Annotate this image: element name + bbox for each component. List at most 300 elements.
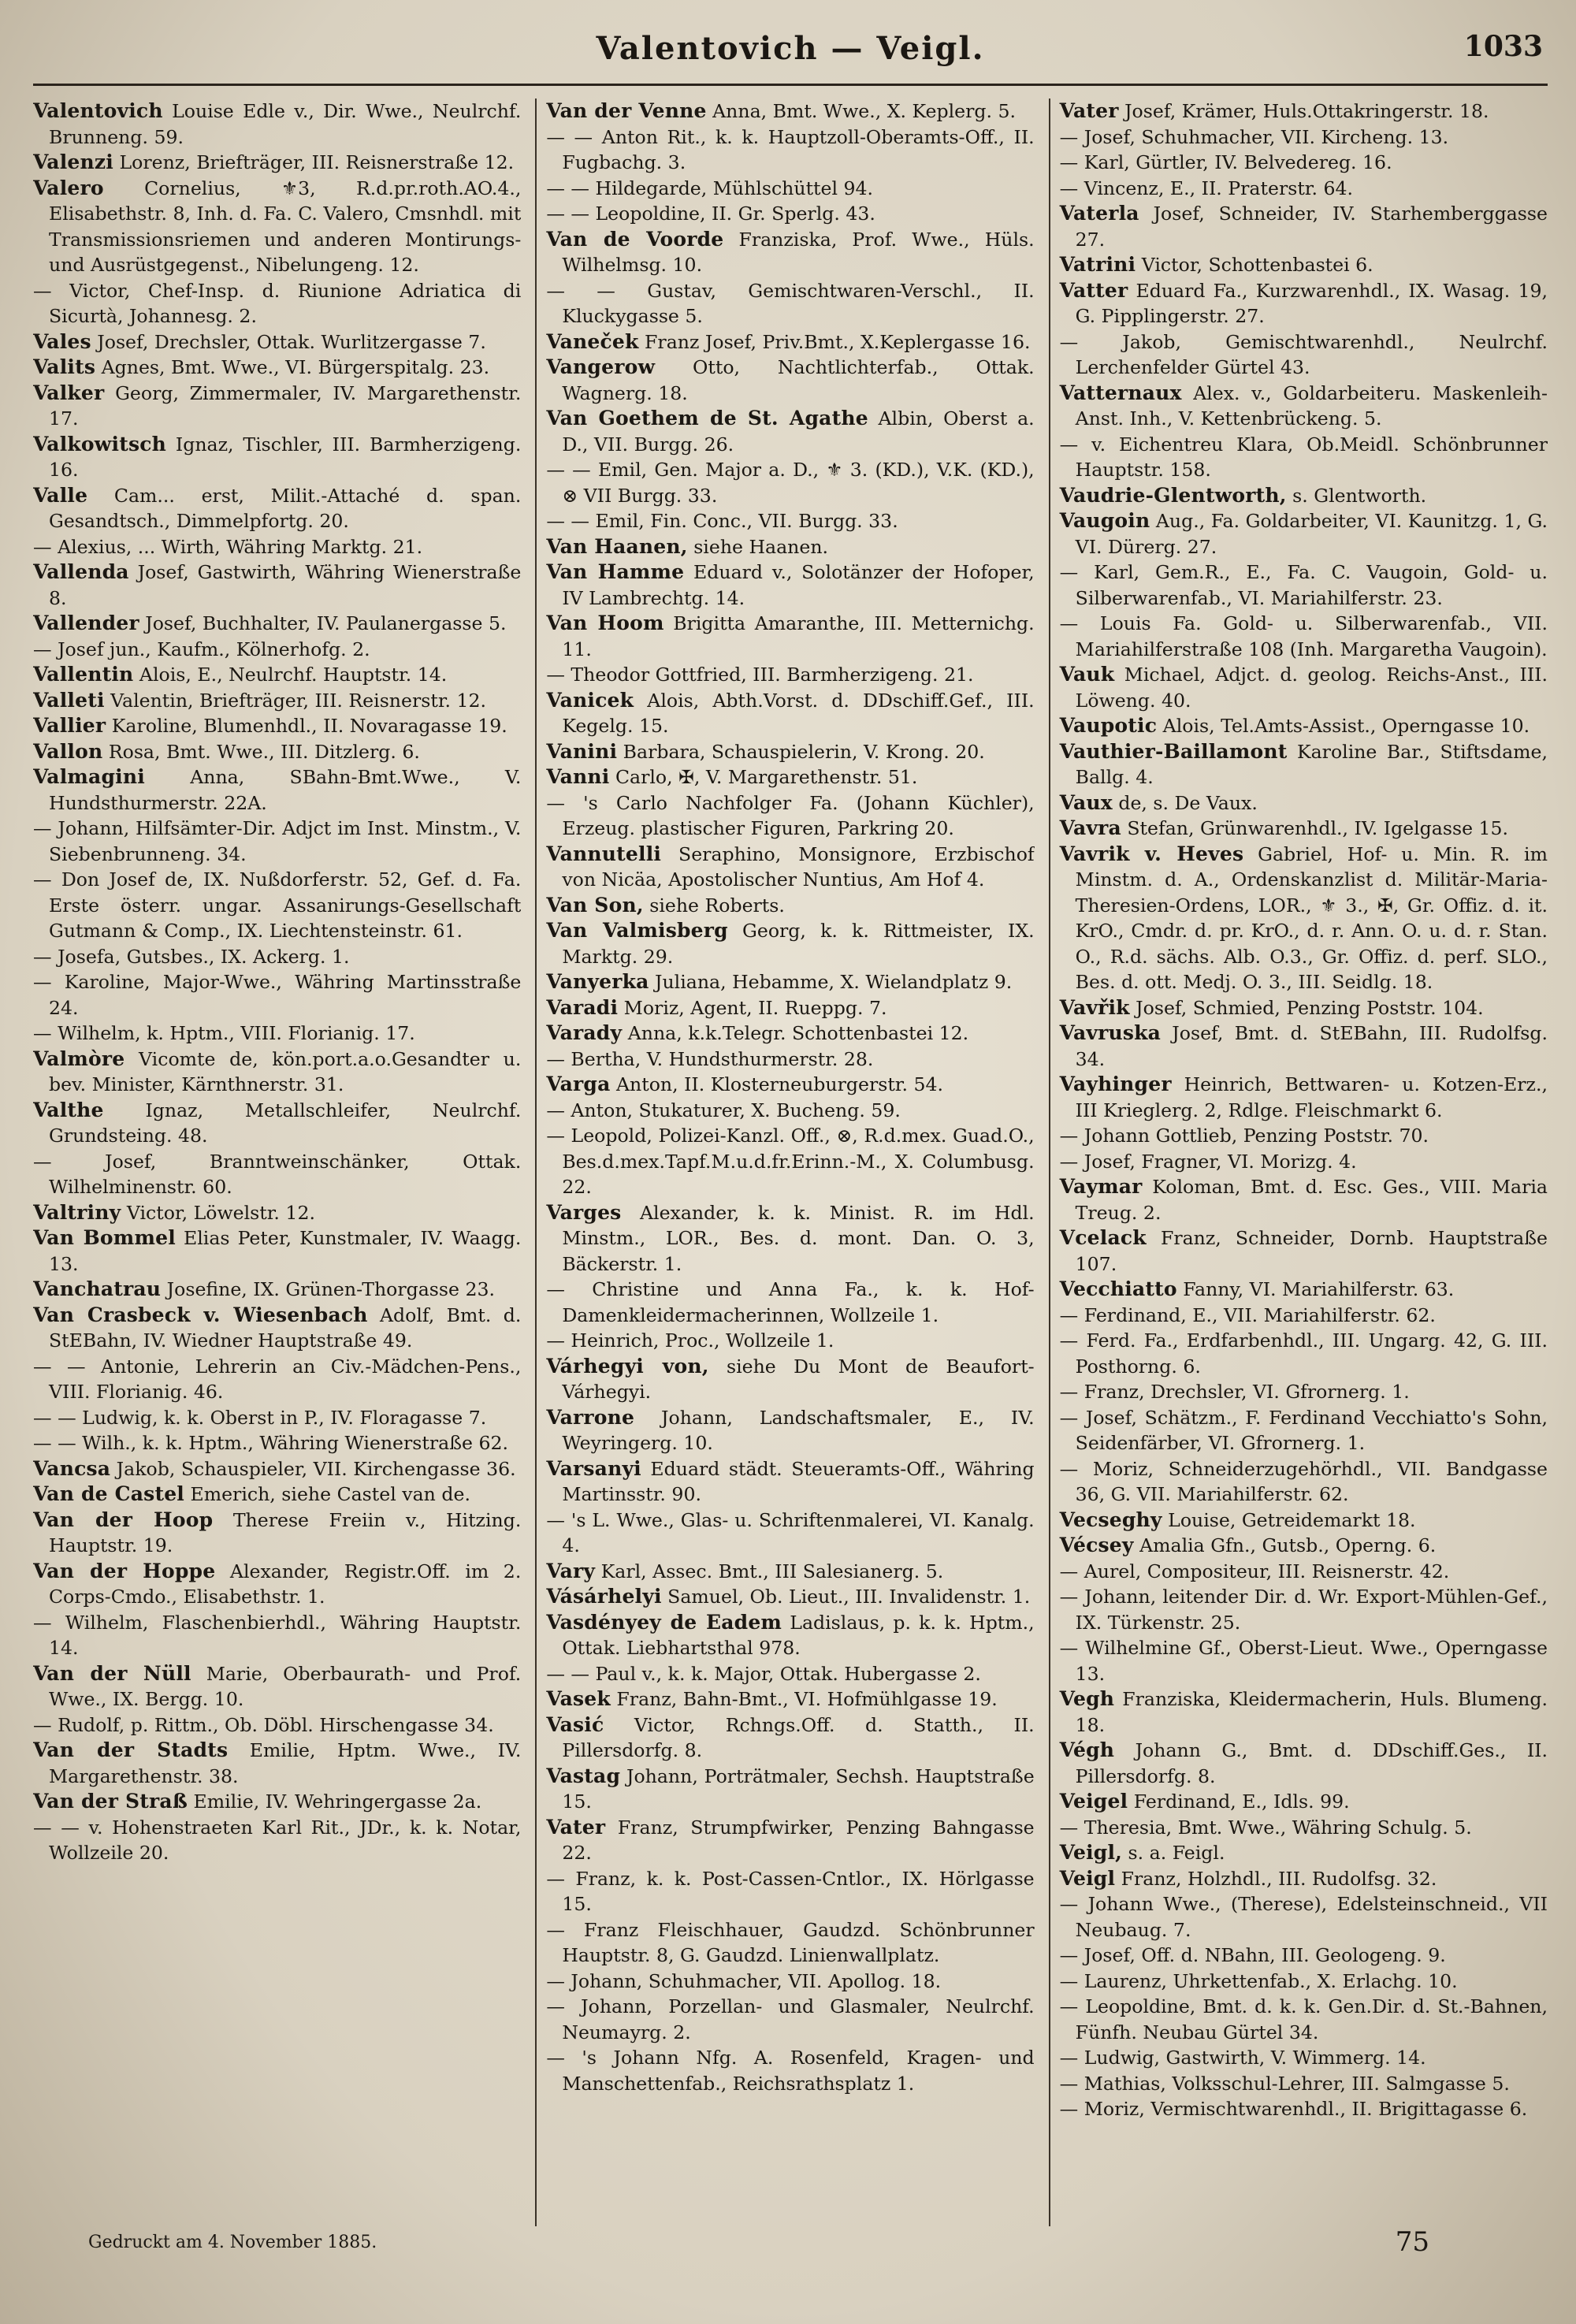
entry-details: Josef, Schmied, Penzing Poststr. 104. [1129, 996, 1484, 1019]
entry-surname: Várhegyi von, [546, 1354, 709, 1378]
directory-entry [546, 406, 1034, 457]
entry-surname: Vaupotic [1059, 714, 1158, 737]
entry-details: — — Wilh., k. k. Hptm., Währing Wienerstraße 62. [33, 1432, 508, 1454]
entry-surname: Vallenda [33, 560, 129, 583]
entry-details: Franziska, Kleidermacherin, Huls. Blumeng. 18. [1075, 1688, 1548, 1736]
directory-entry [546, 1661, 1034, 1687]
page-title: Valentovich — Veigl. [596, 30, 985, 67]
directory-entry [1060, 252, 1548, 278]
entry-details: — Johann Gottlieb, Penzing Poststr. 70. [1059, 1125, 1429, 1147]
directory-entry [33, 278, 521, 329]
directory-entry [546, 1686, 1034, 1712]
entry-surname: Vatrini [1059, 253, 1136, 276]
entry-details: Seraphino, Monsignore, Erzbischof von Nicäa, Apostolischer Nuntius, Am Hof 4. [562, 842, 1035, 891]
directory-entry [1060, 508, 1548, 560]
directory-entry [1060, 2071, 1548, 2097]
directory-entry [33, 1047, 521, 1098]
entry-details: Cam... erst, Milit.-Attaché d. span. Gesandtsch., Dimmelpfortg. 20. [49, 484, 522, 532]
entry-surname: Valtriny [33, 1200, 121, 1224]
entry-details: Emilie, Hptm. Wwe., IV. Margarethenstr. 38. [49, 1739, 522, 1787]
entry-details: Cornelius, ⚜3, R.d.pr.roth.AO.4., Elisabethstr. 8, Inh. d. Fa. C. Valero, Cmsnhdl. mit Transmissionsriemen und anderen Montirungs- und Ausrüstgegenst., Nibelungeng. 12. [49, 177, 522, 276]
entry-details: Elias Peter, Kunstmaler, IV. Waagg. 13. [49, 1227, 522, 1275]
entry-details: Eduard Fa., Kurzwarenhdl., IX. Wasag. 19, G. Pipplingerstr. 27. [1075, 279, 1548, 327]
directory-entry [33, 1559, 521, 1610]
directory-entry [546, 1021, 1034, 1047]
entry-surname: Van der Stadts [33, 1738, 229, 1761]
entry-surname: Vanyerka [546, 970, 649, 993]
entry-details: Eduard v., Solotänzer der Hofoper, IV Lambrechtg. 14. [562, 561, 1035, 609]
entry-surname: Vaymar [1059, 1175, 1143, 1198]
entry-surname: Vastag [546, 1764, 621, 1787]
entry-surname: Varga [546, 1073, 611, 1095]
column-3 [1049, 99, 1548, 2226]
entry-details: Juliana, Hebamme, X. Wielandplatz 9. [649, 971, 1013, 993]
directory-entry [33, 1661, 521, 1712]
entry-surname: Valits [33, 355, 96, 378]
entry-details: Ladislaus, p. k. k. Hptm., Ottak. Liebhartsthal 978. [562, 1611, 1035, 1659]
entry-surname: Vecchiatto [1059, 1277, 1177, 1300]
entry-surname: Vangerow [546, 355, 656, 378]
entry-details: — 's Carlo Nachfolger Fa. (Johann Küchler), Erzeug. plastischer Figuren, Parkring 20. [546, 791, 1035, 839]
directory-entry [546, 1354, 1034, 1405]
directory-entry [546, 560, 1034, 611]
entry-details: Moriz, Agent, II. Rueppg. 7. [618, 996, 887, 1019]
entry-surname: Vaudrie-Glentworth, [1059, 483, 1287, 507]
entry-surname: Vasek [546, 1687, 611, 1710]
directory-entry [33, 764, 521, 816]
directory-entry [33, 637, 521, 663]
directory-entry [546, 125, 1034, 176]
entry-surname: Valleti [33, 688, 105, 712]
entry-details: Emilie, IV. Wehringergasse 2a. [188, 1790, 482, 1813]
directory-entry [546, 611, 1034, 662]
entry-surname: Vauk [1059, 663, 1115, 686]
directory-entry [546, 1123, 1034, 1200]
directory-entry [1060, 99, 1548, 125]
entry-details: Stefan, Grünwarenhdl., IV. Igelgasse 15. [1121, 817, 1509, 839]
entry-details: Aug., Fa. Goldarbeiter, VI. Kaunitzg. 1, G. VI. Dürerg. 27. [1075, 510, 1548, 558]
entry-surname: Varadi [546, 995, 619, 1019]
directory-entry [1060, 1456, 1548, 1508]
directory-columns [33, 99, 1548, 2226]
directory-entry [546, 893, 1034, 919]
directory-entry [1060, 1738, 1548, 1789]
entry-surname: Veigel [1059, 1790, 1128, 1813]
entry-surname: Van Hamme [546, 560, 685, 583]
entry-details: s. Glentworth. [1286, 484, 1427, 507]
entry-surname: Végh [1059, 1738, 1115, 1761]
entry-surname: Vanini [546, 739, 618, 763]
directory-entry [1060, 1969, 1548, 1995]
entry-details: Albin, Oberst a. D., VII. Burgg. 26. [562, 407, 1035, 456]
directory-entry [33, 560, 521, 611]
directory-entry [1060, 995, 1548, 1021]
entry-details: Alois, Tel.Amts-Assist., Operngasse 10. [1157, 715, 1530, 737]
entry-surname: Van Goethem de St. Agathe [546, 407, 868, 429]
entry-details: — Victor, Chef-Insp. d. Riunione Adriatica di Sicurtà, Johannesg. 2. [33, 279, 522, 327]
entry-details: — Theodor Gottfried, III. Barmherzigeng. 21. [546, 664, 974, 686]
directory-entry [1060, 739, 1548, 790]
entry-surname: Vater [546, 1815, 606, 1839]
directory-entry [1060, 176, 1548, 202]
directory-entry [546, 355, 1034, 406]
entry-details: — Johann, leitender Dir. d. Wr. Export-Mühlen-Gef., IX. Türkenstr. 25. [1059, 1586, 1548, 1634]
entry-surname: Varrone [546, 1405, 635, 1429]
entry-surname: Vater [1059, 99, 1119, 122]
entry-details: Jakob, Schauspieler, VII. Kirchengasse 36. [110, 1457, 516, 1480]
directory-entry [1060, 560, 1548, 611]
directory-entry [1060, 2045, 1548, 2071]
directory-entry [546, 1866, 1034, 1917]
entry-details: — Karl, Gem.R., E., Fa. C. Vaugoin, Gold- u. Silberwarenfab., VI. Mariahilferstr. 23. [1059, 561, 1548, 609]
entry-details: — Josef, Fragner, VI. Morizg. 4. [1059, 1150, 1357, 1173]
directory-entry [33, 1610, 521, 1661]
directory-entry [1060, 1405, 1548, 1456]
entry-details: Josef, Buchhalter, IV. Paulanergasse 5. [139, 612, 507, 634]
entry-details: Otto, Nachtlichterfab., Ottak. Wagnerg. 18. [562, 356, 1035, 404]
entry-surname: Valero [33, 176, 104, 199]
entry-details: — Wilhelm, k. Hptm., VIII. Florianig. 17. [33, 1022, 415, 1044]
directory-entry [33, 1738, 521, 1789]
entry-details: Fanny, VI. Mariahilferstr. 63. [1176, 1278, 1455, 1300]
sheet-number: 75 [1395, 2226, 1429, 2258]
entry-surname: Van Crasbeck v. Wiesenbach [33, 1303, 368, 1326]
directory-entry [33, 688, 521, 714]
entry-surname: Vanicek [546, 688, 634, 712]
entry-details: Brigitta Amaranthe, III. Metternichg. 11. [562, 612, 1035, 660]
entry-details: — — v. Hohenstraeten Karl Rit., JDr., k. k. Notar, Wollzeile 20. [33, 1816, 522, 1864]
print-date: Gedruckt am 4. November 1885. [88, 2233, 377, 2252]
directory-entry [33, 1405, 521, 1431]
entry-surname: Van Haanen, [546, 534, 688, 558]
column-2 [535, 99, 1034, 2226]
entry-details: Amalia Gfn., Gutsb., Operng. 6. [1133, 1534, 1437, 1556]
entry-details: — Johann, Porzellan- und Glasmaler, Neulrchf. Neumayrg. 2. [546, 1995, 1035, 2043]
directory-entry [1060, 713, 1548, 739]
entry-details: Ferdinand, E., Idls. 99. [1128, 1790, 1350, 1813]
entry-details: — Theresia, Bmt. Wwe., Währing Schulg. 5. [1059, 1816, 1472, 1839]
directory-entry [546, 534, 1034, 560]
directory-entry [546, 1098, 1034, 1124]
directory-entry [546, 1969, 1034, 1995]
directory-entry [33, 329, 521, 355]
entry-details: Georg, Zimmermaler, IV. Margarethenstr. 17. [49, 381, 522, 429]
entry-surname: Vary [546, 1559, 596, 1582]
directory-entry [1060, 1815, 1548, 1841]
entry-details: — — Gustav, Gemischtwaren-Verschl., II. Kluckygasse 5. [546, 279, 1035, 327]
entry-details: — 's Johann Nfg. A. Rosenfeld, Kragen- und Manschettenfab., Reichsrathsplatz 1. [546, 2047, 1035, 2095]
entry-details: Alex. v., Goldarbeiteru. Maskenleih-Anst. Inh., V. Kettenbrückeng. 5. [1075, 381, 1548, 429]
entry-details: Anna, SBahn-Bmt.Wwe., V. Hundsthurmerstr. 22A. [49, 766, 522, 814]
entry-details: — Karl, Gürtler, IV. Belvedereg. 16. [1059, 151, 1392, 173]
directory-entry [33, 739, 521, 765]
entry-surname: Vauthier-Baillamont [1059, 739, 1288, 763]
directory-entry [546, 508, 1034, 534]
entry-details: — — Paul v., k. k. Major, Ottak. Hubergasse 2. [546, 1662, 981, 1685]
directory-entry [546, 764, 1034, 790]
directory-entry [546, 918, 1034, 969]
directory-entry [33, 1712, 521, 1738]
entry-surname: Vavra [1059, 816, 1121, 839]
entry-details: — Aurel, Compositeur, III. Reisnerstr. 42. [1059, 1560, 1450, 1582]
entry-details: Ignaz, Metallschleifer, Neulrchf. Grundsteing. 48. [49, 1099, 522, 1147]
entry-details: Koloman, Bmt. d. Esc. Ges., VIII. Maria Treug. 2. [1075, 1176, 1548, 1224]
directory-entry [546, 1200, 1034, 1277]
entry-details: — Wilhelm, Flaschenbierhdl., Währing Hauptstr. 14. [33, 1611, 522, 1659]
entry-details: Michael, Adjct. d. geolog. Reichs-Anst., III. Löweng. 40. [1075, 664, 1548, 712]
directory-entry [1060, 842, 1548, 995]
entry-details: — Alexius, ... Wirth, Währing Marktg. 21. [33, 535, 423, 558]
directory-entry [546, 457, 1034, 508]
entry-details: — Franz, k. k. Post-Cassen-Cntlor., IX. Hörlgasse 15. [546, 1867, 1035, 1915]
directory-entry [546, 1764, 1034, 1815]
entry-details: Franz, Bahn-Bmt., VI. Hofmühlgasse 19. [610, 1688, 998, 1710]
directory-entry [33, 1482, 521, 1508]
entry-surname: Van de Castel [33, 1482, 184, 1505]
entry-details: Vicomte de, kön.port.a.o.Gesandter u. bev. Minister, Kärnthnerstr. 31. [49, 1047, 522, 1095]
entry-surname: Van de Voorde [546, 227, 724, 251]
column-1 [33, 99, 521, 2226]
entry-details: — — Antonie, Lehrerin an Civ.-Mädchen-Pens., VIII. Florianig. 46. [33, 1355, 522, 1403]
entry-details: — Louis Fa. Gold- u. Silberwarenfab., VII. Mariahilferstraße 108 (Inh. Margaretha Vaugoin). [1059, 612, 1548, 660]
directory-entry [546, 1072, 1034, 1098]
directory-entry [1060, 1943, 1548, 1969]
entry-details: — — Leopoldine, II. Gr. Sperlg. 43. [546, 203, 875, 225]
directory-entry [1060, 150, 1548, 176]
directory-entry [1060, 662, 1548, 713]
entry-details: — Josefa, Gutsbes., IX. Ackerg. 1. [33, 945, 350, 968]
entry-details: siehe Haanen. [687, 535, 829, 558]
entry-details: Agnes, Bmt. Wwe., VI. Bürgerspitalg. 23. [95, 356, 490, 378]
entry-details: — Josef, Branntweinschänker, Ottak. Wilhelminenstr. 60. [33, 1150, 522, 1198]
directory-entry [546, 1815, 1034, 1866]
entry-surname: Valker [33, 381, 105, 404]
entry-surname: Van der Venne [546, 99, 707, 122]
entry-surname: Van der Nüll [33, 1661, 191, 1685]
entry-details: Emerich, siehe Castel van de. [184, 1483, 470, 1505]
entry-surname: Vaugoin [1059, 509, 1150, 532]
directory-entry [546, 1508, 1034, 1559]
entry-details: — 's L. Wwe., Glas- u. Schriftenmalerei, VI. Kanalg. 4. [546, 1508, 1035, 1556]
entry-surname: Van der Hoppe [33, 1559, 216, 1582]
entry-details: — Josef, Schuhmacher, VII. Kircheng. 13. [1059, 125, 1449, 148]
entry-details: — Jakob, Gemischtwarenhdl., Neulrchf. Lerchenfelder Gürtel 43. [1059, 330, 1548, 378]
entry-details: — Karoline, Major-Wwe., Währing Martinsstraße 24. [33, 971, 522, 1019]
entry-details: — Anton, Stukaturer, X. Bucheng. 59. [546, 1099, 901, 1121]
directory-entry [33, 1225, 521, 1277]
directory-entry [546, 1328, 1034, 1354]
entry-surname: Van der Hoop [33, 1508, 214, 1531]
entry-details: — Christine und Anna Fa., k. k. Hof-Damenkleidermacherinnen, Wollzeile 1. [546, 1278, 1035, 1326]
entry-details: Franz, Holzhdl., III. Rudolfsg. 32. [1115, 1867, 1437, 1890]
entry-surname: Van Hoom [546, 612, 664, 634]
entry-surname: Vaux [1059, 790, 1113, 814]
entry-surname: Vancsa [33, 1456, 111, 1480]
directory-entry [546, 1917, 1034, 1969]
entry-surname: Vegh [1059, 1687, 1115, 1710]
entry-details: Josefine, IX. Grünen-Thorgasse 23. [161, 1278, 496, 1300]
directory-entry [1060, 1866, 1548, 1892]
entry-details: siehe Roberts. [643, 894, 785, 917]
entry-surname: Varsanyi [546, 1456, 641, 1480]
entry-details: Victor, Löwelstr. 12. [121, 1201, 315, 1224]
directory-entry [33, 867, 521, 944]
entry-surname: Van Valmisberg [546, 919, 728, 942]
directory-entry [1060, 1891, 1548, 1943]
entry-details: Josef, Bmt. d. StEBahn, III. Rudolfsg. 34. [1075, 1022, 1548, 1070]
entry-details: Karoline, Blumenhdl., II. Novaragasse 19. [106, 715, 507, 737]
entry-surname: Vasić [546, 1712, 604, 1736]
directory-entry [546, 227, 1034, 278]
directory-entry [33, 1430, 521, 1456]
entry-surname: Veigl [1059, 1866, 1116, 1890]
entry-surname: Valthe [33, 1098, 104, 1121]
directory-entry [1060, 381, 1548, 432]
entry-surname: Vaterla [1059, 202, 1139, 225]
directory-entry [1060, 1584, 1548, 1635]
entry-details: — Moriz, Vermischtwarenhdl., II. Brigittagasse 6. [1059, 2098, 1528, 2120]
directory-entry [33, 611, 521, 637]
directory-entry [1060, 2096, 1548, 2122]
directory-entry [33, 1277, 521, 1303]
entry-surname: Valle [33, 483, 88, 507]
entry-details: Victor, Schottenbastei 6. [1136, 254, 1373, 276]
entry-details: — Ludwig, Gastwirth, V. Wimmerg. 14. [1059, 2047, 1426, 2069]
entry-surname: Vanchatrau [33, 1277, 162, 1300]
directory-entry [1060, 816, 1548, 842]
entry-details: Valentin, Briefträger, III. Reisnerstr. 12. [104, 689, 487, 712]
entry-details: — Vincenz, E., II. Praterstr. 64. [1059, 177, 1354, 199]
entry-details: Samuel, Ob. Lieut., III. Invalidenstr. 1. [661, 1586, 1031, 1608]
entry-surname: Vcelack [1059, 1226, 1147, 1249]
directory-entry [546, 2045, 1034, 2096]
entry-surname: Valmagini [33, 765, 145, 788]
entry-details: Alexander, Registr.Off. im 2. Corps-Cmdo., Elisabethstr. 1. [49, 1560, 522, 1608]
entry-surname: Valenzi [33, 151, 113, 173]
entry-details: — Josef jun., Kaufm., Kölnerhofg. 2. [33, 638, 370, 660]
directory-entry [1060, 1994, 1548, 2045]
directory-entry [1060, 1174, 1548, 1225]
directory-entry [1060, 1123, 1548, 1149]
entry-surname: Vatternaux [1059, 381, 1182, 404]
entry-details: — Heinrich, Proc., Wollzeile 1. [546, 1329, 834, 1352]
entry-surname: Veigl, [1059, 1841, 1123, 1864]
directory-entry [33, 662, 521, 688]
directory-entry [1060, 1533, 1548, 1559]
directory-entry [546, 1456, 1034, 1508]
entry-details: Josef, Krämer, Huls.Ottakringerstr. 18. [1118, 100, 1489, 122]
directory-entry [33, 1098, 521, 1149]
entry-details: Anna, Bmt. Wwe., X. Keplerg. 5. [706, 100, 1016, 122]
directory-entry [546, 176, 1034, 202]
directory-entry [1060, 1328, 1548, 1379]
directory-entry [33, 176, 521, 278]
entry-details: Johann, Porträtmaler, Sechsh. Hauptstraße 15. [562, 1764, 1035, 1813]
directory-entry [546, 1047, 1034, 1073]
entry-surname: Vaneček [546, 329, 639, 353]
entry-surname: Vallentin [33, 663, 134, 686]
entry-details: siehe Du Mont de Beaufort-Várhegyi. [562, 1355, 1035, 1403]
entry-details: Franz, Schneider, Dornb. Hauptstraße 107. [1075, 1227, 1548, 1275]
directory-entry [1060, 278, 1548, 329]
directory-entry [546, 201, 1034, 227]
directory-entry [1060, 1379, 1548, 1405]
directory-entry [33, 1200, 521, 1226]
page-footer [33, 2226, 1548, 2274]
entry-details: Johann G., Bmt. d. DDschiff.Ges., II. Pillersdorfg. 8. [1075, 1739, 1548, 1787]
directory-entry [546, 1559, 1034, 1585]
entry-details: Heinrich, Bettwaren- u. Kotzen-Erz., III Krieglerg. 2, Rdlge. Fleischmarkt 6. [1075, 1073, 1548, 1121]
directory-entry [33, 534, 521, 560]
entry-surname: Varady [546, 1021, 623, 1044]
entry-details: Alois, Abth.Vorst. d. DDschiff.Gef., III. Kegelg. 15. [562, 689, 1035, 737]
entry-details: — — Emil, Gen. Major a. D., ⚜ 3. (KD.), V.K. (KD.), ⊗ VII Burgg. 33. [546, 459, 1035, 507]
entry-details: Alexander, k. k. Minist. R. im Hdl. Minstm., LOR., Bes. d. mont. Dan. O. 3, Bäckerstr. 1. [562, 1201, 1035, 1275]
entry-surname: Vavruska [1059, 1021, 1162, 1044]
entry-details: Anton, II. Klosterneuburgerstr. 54. [610, 1073, 944, 1095]
directory-entry [1060, 1508, 1548, 1534]
entry-surname: Valkowitsch [33, 432, 167, 456]
directory-entry [33, 1815, 521, 1866]
entry-details: Carlo, ✠, V. Margarethenstr. 51. [609, 766, 918, 788]
entry-details: Karoline Bar., Stiftsdame, Ballg. 4. [1075, 740, 1548, 788]
entry-surname: Vasdényey de Eadem [546, 1610, 782, 1634]
entry-details: Franziska, Prof. Wwe., Hüls. Wilhelmsg. 10. [562, 228, 1035, 276]
directory-entry [33, 355, 521, 381]
directory-entry [546, 739, 1034, 765]
directory-entry [33, 150, 521, 176]
directory-entry [546, 329, 1034, 355]
directory-entry [1060, 201, 1548, 252]
entry-details: s. a. Feigl. [1122, 1842, 1225, 1864]
directory-entry [1060, 1840, 1548, 1866]
entry-surname: Varges [546, 1200, 622, 1224]
entry-surname: Vannutelli [546, 842, 662, 865]
directory-entry [1060, 1277, 1548, 1303]
directory-entry [33, 1303, 521, 1354]
directory-entry [33, 1354, 521, 1405]
entry-surname: Vatter [1059, 278, 1128, 302]
entry-details: — Laurenz, Uhrkettenfab., X. Erlachg. 10. [1059, 1969, 1458, 1992]
entry-surname: Van Bommel [33, 1226, 176, 1249]
directory-entry [33, 1149, 521, 1200]
directory-entry [1060, 483, 1548, 509]
entry-details: — Leopold, Polizei-Kanzl. Off., ⊗, R.d.mex. Guad.O., Bes.d.mex.Tapf.M.u.d.fr.Erinn.-M., X. Columbusg. 22. [546, 1125, 1035, 1198]
entry-details: Louise, Getreidemarkt 18. [1162, 1508, 1416, 1531]
entry-surname: Valentovich [33, 99, 163, 122]
directory-entry [33, 483, 521, 534]
entry-details: — Franz, Drechsler, VI. Gfrornerg. 1. [1059, 1381, 1410, 1403]
entry-details: Lorenz, Briefträger, III. Reisnerstraße 12. [113, 151, 515, 173]
entry-surname: Van der Straß [33, 1790, 188, 1813]
entry-details: — — Ludwig, k. k. Oberst in P., IV. Floragasse 7. [33, 1406, 487, 1429]
entry-surname: Van Son, [546, 893, 644, 917]
directory-entry [1060, 1635, 1548, 1686]
entry-details: — — Emil, Fin. Conc., VII. Burgg. 33. [546, 510, 898, 532]
directory-entry [33, 99, 521, 150]
directory-entry [546, 1405, 1034, 1456]
entry-details: — Moriz, Schneiderzugehörhdl., VII. Bandgasse 36, G. VII. Mariahilferstr. 62. [1059, 1457, 1548, 1505]
entry-details: Josef, Gastwirth, Währing Wienerstraße 8. [49, 561, 522, 609]
entry-surname: Vásárhelyi [546, 1585, 662, 1608]
entry-details: Franz Josef, Priv.Bmt., X.Keplergasse 16. [638, 330, 1031, 353]
entry-details: — Leopoldine, Bmt. d. k. k. Gen.Dir. d. St.-Bahnen, Fünfh. Neubau Gürtel 34. [1059, 1995, 1548, 2043]
directory-entry [546, 99, 1034, 125]
directory-entry [33, 432, 521, 483]
directory-entry [33, 381, 521, 432]
entry-details: Therese Freiin v., Hitzing. Hauptstr. 19. [49, 1508, 522, 1556]
entry-surname: Vécsey [1059, 1534, 1134, 1556]
